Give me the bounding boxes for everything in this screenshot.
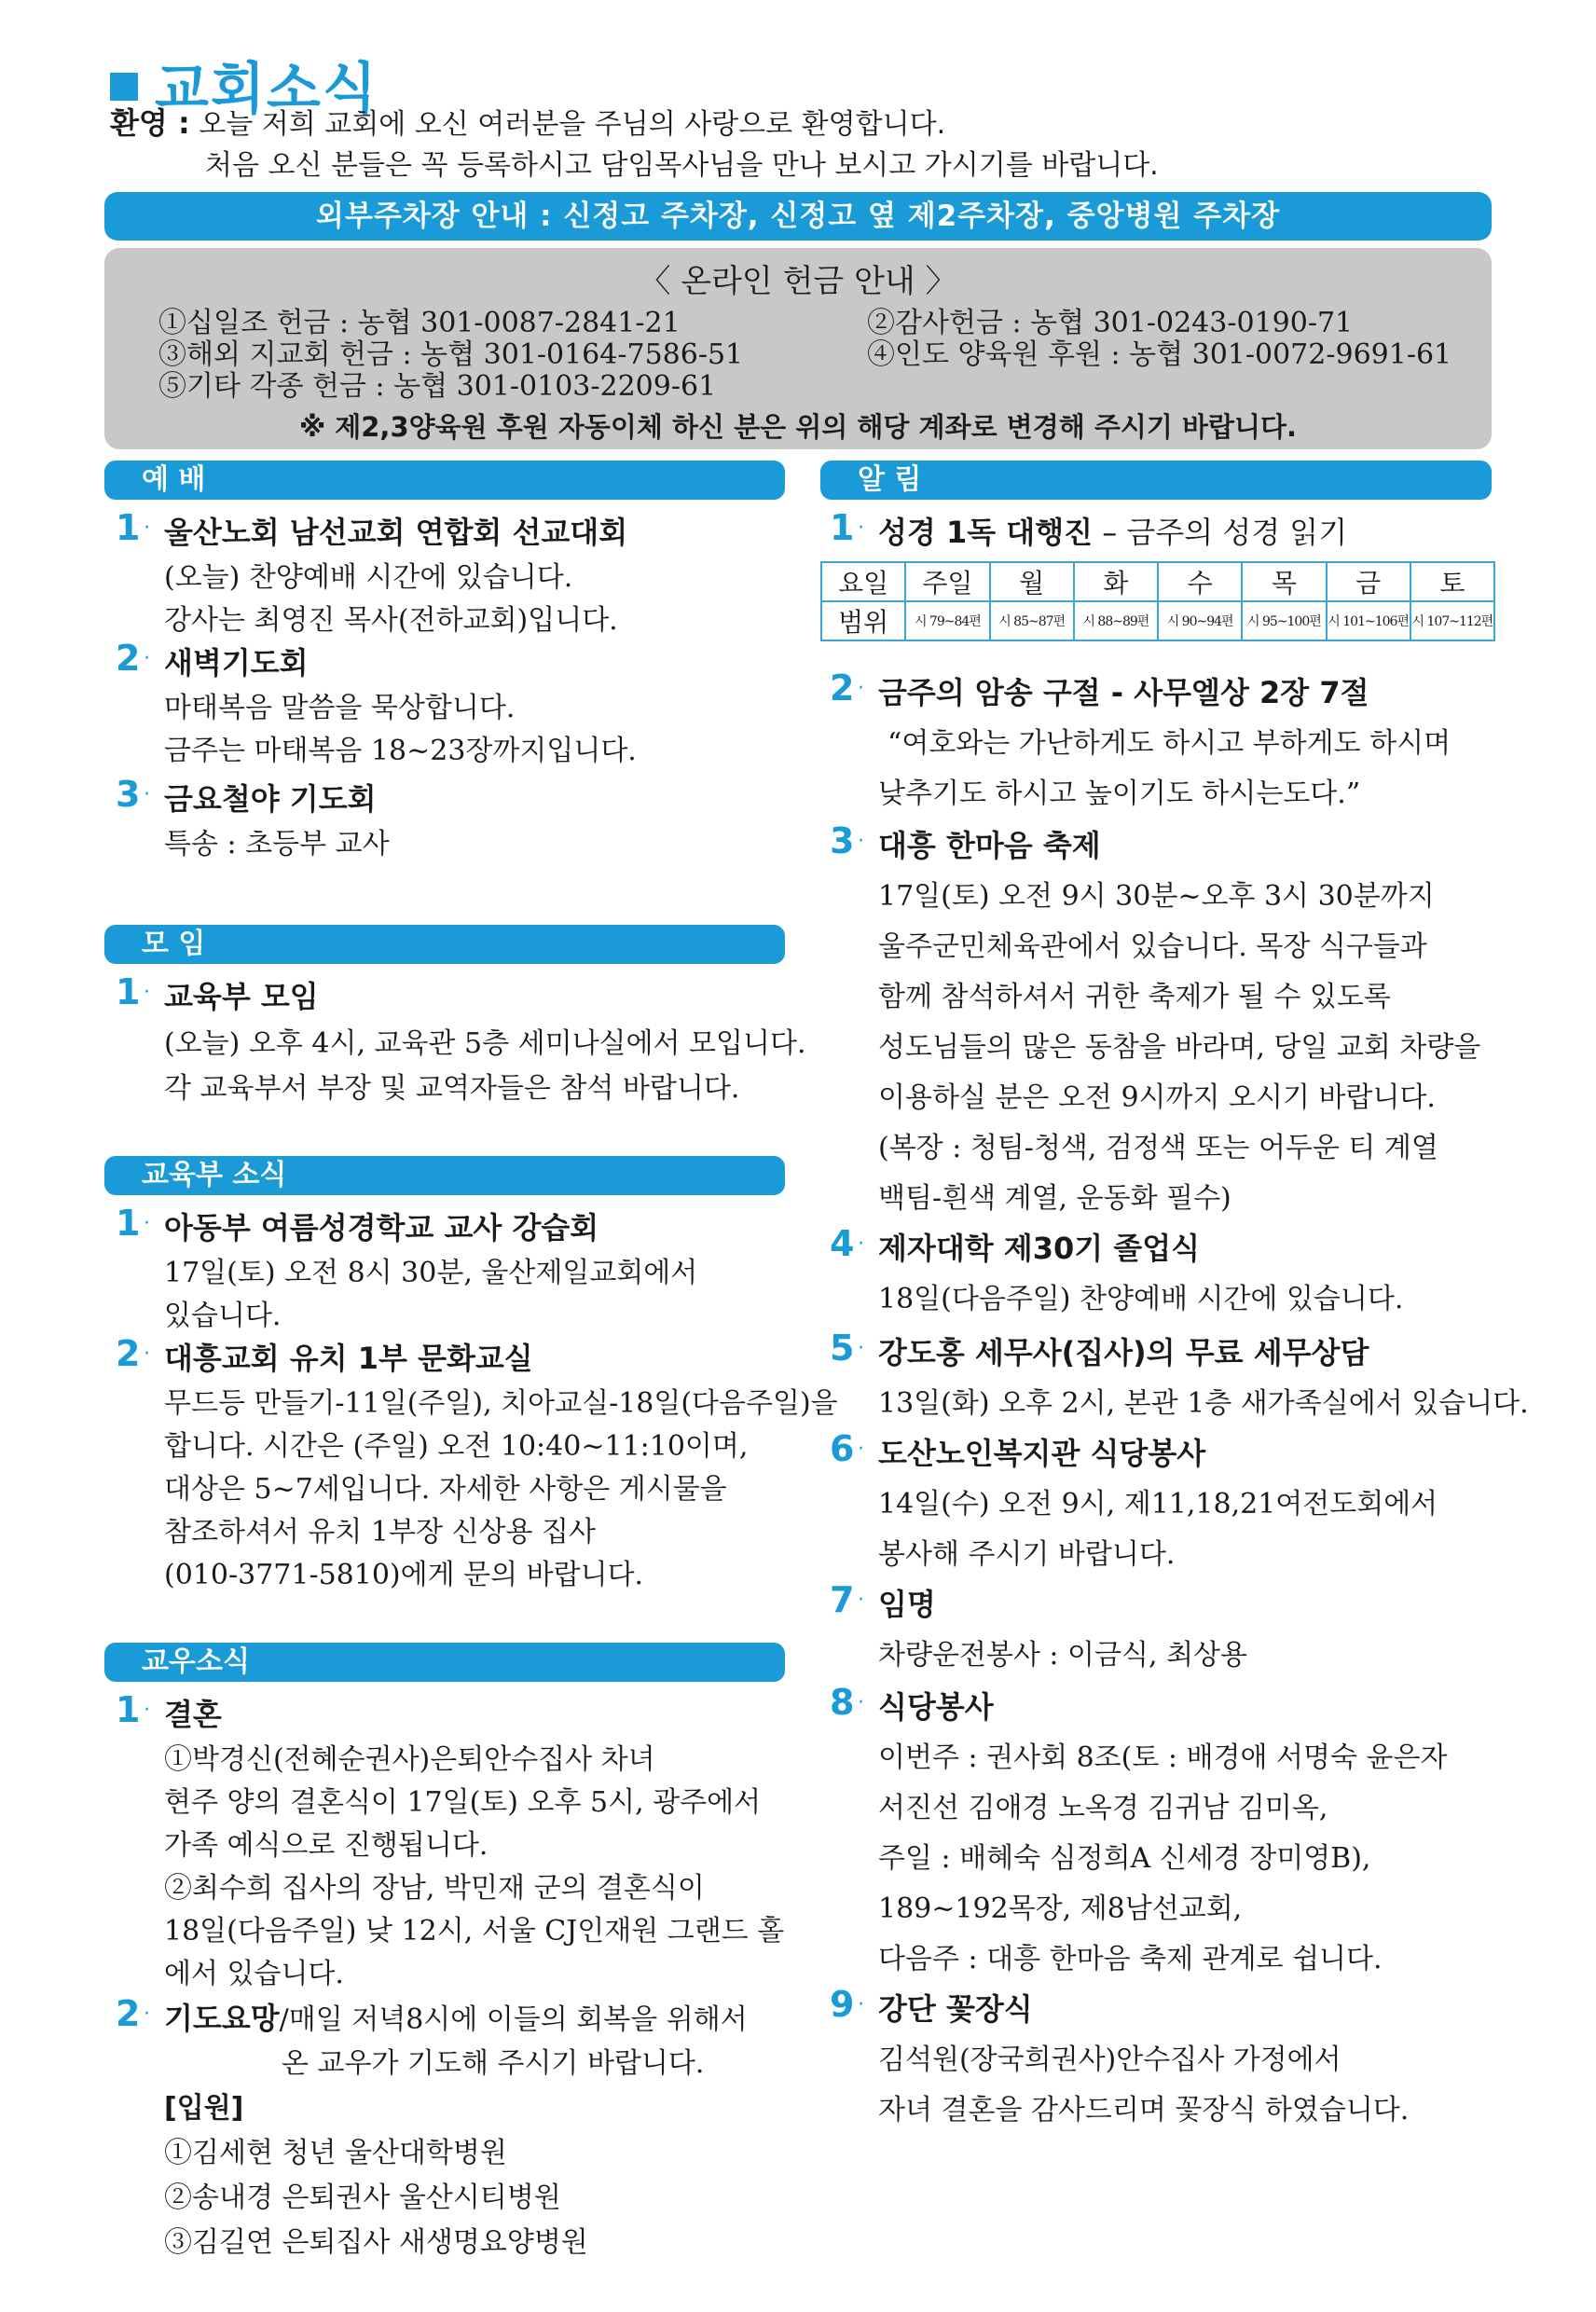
item-line: 차량운전봉사 : 이금식, 최상용 [878,1639,1248,1672]
item-line: [입원] [164,2092,244,2125]
item-number: 2 [830,667,855,709]
table-cell: 목 [1242,562,1326,601]
item-line: 성도님들의 많은 동참을 바라며, 당일 교회 차량을 [878,1031,1481,1064]
item-title: 금요철야 기도회 [164,781,377,817]
item-line: (복장 : 청팀-청색, 검정색 또는 어두운 티 계열 [878,1132,1438,1164]
bullet-dot-icon: · [858,677,864,700]
table-cell: 월 [990,562,1074,601]
item-number: 1 [116,971,141,1012]
item-line: “여호와는 가난하게도 하시고 부하게도 하시며 [887,727,1452,760]
item-number: 2 [116,1333,141,1374]
item-line: 현주 양의 결혼식이 17일(토) 오후 5시, 광주에서 [164,1786,762,1819]
table-cell: 시 90~94편 [1158,601,1242,640]
item-line: 189~192목장, 제8남선교회, [878,1892,1243,1925]
item-line: 강사는 최영진 목사(전하교회)입니다. [164,604,618,637]
item-title: 대흥교회 유치 1부 문화교실 [164,1341,533,1376]
table-cell: 금 [1327,562,1410,601]
bullet-dot-icon: · [144,2002,150,2026]
table-cell: 주일 [905,562,989,601]
item-number: 9 [830,1984,855,2025]
item-line: 서진선 김애경 노옥경 김귀남 김미옥, [878,1792,1328,1824]
item-title: 새벽기도회 [164,645,309,681]
offering-title: 〈 온라인 헌금 안내 〉 [639,263,957,300]
table-cell: 요일 [821,562,905,601]
item-title: 제자대학 제30기 졸업식 [878,1231,1201,1266]
item-line: 이번주 : 권사회 8조(토 : 배경애 서명숙 윤은자 [878,1741,1448,1774]
bullet-dot-icon: · [144,647,150,670]
item-line: 무드등 만들기-11일(주일), 치아교실-18일(다음주일)을 [164,1387,838,1420]
item-line: 대상은 5~7세입니다. 자세한 사항은 게시물을 [164,1473,727,1506]
table-cell: 수 [1158,562,1242,601]
welcome-line-2: 처음 오신 분들은 꼭 등록하시고 담임목사님을 만나 보시고 가시기를 바랍니다. [205,149,1159,182]
offering-account: ⑤기타 각종 헌금 : 농협 301-0103-2209-61 [158,370,717,403]
item-line: 함께 참석하셔서 귀한 축제가 될 수 있도록 [878,981,1391,1013]
item-title: 식당봉사 [878,1689,994,1725]
table-cell: 시 107~112편 [1410,601,1494,640]
section-header-worship: 예 배 [104,461,785,500]
section-header-members: 교우소식 [104,1643,785,1682]
bullet-dot-icon: · [144,1342,150,1366]
item-number: 5 [830,1328,855,1369]
welcome-message [110,103,1159,186]
item-line: 울주군민체육관에서 있습니다. 목장 식구들과 [878,930,1427,963]
item-title: 결혼 [164,1697,222,1732]
item-line: ①김세현 청년 울산대학병원 [164,2137,507,2169]
item-title: 교육부 모임 [164,979,319,1014]
item-title: 도산노인복지관 식당봉사 [878,1436,1206,1471]
offering-account: ④인도 양육원 후원 : 농협 301-0072-9691-61 [867,338,1452,371]
item-line: 합니다. 시간은 (주일) 오전 10:40~11:10이며, [164,1430,749,1463]
item-line: 있습니다. [164,1300,282,1332]
item-line: 가족 예식으로 진행됩니다. [164,1829,488,1862]
item-title: 임명 [878,1587,936,1622]
item-line: ②송내경 은퇴권사 울산시티병원 [164,2181,561,2214]
offering-account: ③해외 지교회 헌금 : 농협 301-0164-7586-51 [158,338,744,371]
item-title: 아동부 여름성경학교 교사 강습회 [164,1210,599,1245]
table-cell: 시 101~106편 [1327,601,1410,640]
item-line: 18일(다음주일) 찬양예배 시간에 있습니다. [878,1283,1404,1315]
section-header-announcements: 알 림 [820,461,1492,500]
bullet-dot-icon: · [858,1589,864,1612]
bullet-dot-icon: · [858,1691,864,1714]
item-number: 6 [830,1428,855,1469]
item-line: 다음주 : 대흥 한마음 축제 관계로 쉽니다. [878,1943,1383,1975]
item-number: 8 [830,1682,855,1723]
bullet-dot-icon: · [858,516,864,540]
item-number: 1 [116,507,141,548]
item-line: ①박경신(전혜순권사)은퇴안수집사 차녀 [164,1743,655,1776]
item-line: 온 교우가 기도해 주시기 바랍니다. [282,2047,705,2080]
offering-account: ②감사헌금 : 농협 301-0243-0190-71 [867,307,1354,339]
page-title: 교회소식 [110,45,378,125]
table-cell: 범위 [821,601,905,640]
welcome-label: 환영 : [110,105,190,141]
bullet-dot-icon: · [144,516,150,540]
table-cell: 토 [1410,562,1494,601]
bullet-dot-icon: · [858,1232,864,1256]
item-line: 13일(화) 오후 2시, 본관 1층 새가족실에서 있습니다. [878,1387,1529,1420]
bullet-dot-icon: · [858,1993,864,2016]
item-line: (오늘) 오후 4시, 교육관 5층 세미나실에서 모입니다. [164,1027,806,1060]
item-number: 1 [116,1203,141,1244]
bullet-dot-icon: · [144,1699,150,1722]
item-line: (오늘) 찬양예배 시간에 있습니다. [164,561,573,594]
item-number: 7 [830,1579,855,1620]
parking-banner: 외부주차장 안내 : 신정고 주차장, 신정고 옆 제2주차장, 중앙병원 주차장 [104,192,1492,241]
item-line: (010-3771-5810)에게 문의 바랍니다. [164,1559,644,1591]
section-header-education: 교육부 소식 [104,1156,785,1195]
item-title-rest: /매일 저녁8시에 이들의 회복을 위해서 [279,2003,748,2036]
welcome-line-1: 오늘 저희 교회에 오신 여러분을 주님의 사랑으로 환영합니다. [199,108,946,141]
item-line: 각 교육부서 부장 및 교역자들은 참석 바랍니다. [164,1072,740,1105]
item-number: 1 [830,507,855,548]
item-line: 특송 : 초등부 교사 [164,828,390,860]
table-cell: 시 88~89편 [1074,601,1158,640]
bible-reading-table [820,561,1495,641]
item-line: 낮추기도 하시고 높이기도 하시는도다.” [878,778,1361,810]
item-title: 성경 1독 대행진 – 금주의 성경 읽기 [878,515,1348,550]
bullet-dot-icon: · [144,1212,150,1235]
item-line: 참조하셔서 유치 1부장 신상용 집사 [164,1516,596,1548]
item-line: 18일(다음주일) 낮 12시, 서울 CJ인재원 그랜드 홀 [164,1915,785,1947]
item-line: 17일(토) 오전 9시 30분~오후 3시 30분까지 [878,880,1435,913]
item-number: 2 [116,1993,141,2034]
offering-note: ※ 제2,3양육원 후원 자동이체 하신 분은 위의 해당 계좌로 변경해 주시기 바랍니다. [298,411,1298,443]
title-square-icon [110,73,138,101]
item-number: 4 [830,1223,855,1264]
bullet-dot-icon: · [144,783,150,806]
online-offering-box [104,248,1492,449]
table-row [821,601,1494,640]
item-number: 2 [116,638,141,679]
item-title: 강단 꽃장식 [878,1991,1033,2027]
table-cell: 시 95~100편 [1242,601,1326,640]
item-line: 14일(수) 오전 9시, 제11,18,21여전도회에서 [878,1488,1438,1521]
item-line: 백팀-흰색 계열, 운동화 필수) [878,1182,1231,1215]
item-number: 3 [830,820,855,861]
item-line: 이용하실 분은 오전 9시까지 오시기 바랍니다. [878,1081,1436,1114]
item-title: 기도요망/매일 저녁8시에 이들의 회복을 위해서 [164,2001,748,2036]
table-row [821,562,1494,601]
item-number: 1 [116,1689,141,1730]
section-header-meeting: 모 임 [104,925,785,964]
item-line: 자녀 결혼을 감사드리며 꽃장식 하였습니다. [878,2094,1410,2126]
item-line: 17일(토) 오전 8시 30분, 울산제일교회에서 [164,1257,698,1289]
item-line: 마태복음 말씀을 묵상합니다. [164,692,516,724]
table-cell: 시 79~84편 [905,601,989,640]
offering-account: ①십일조 헌금 : 농협 301-0087-2841-21 [158,307,681,339]
item-line: 주일 : 배혜숙 심정희A 신세경 장미영B), [878,1842,1371,1875]
bullet-dot-icon: · [858,1438,864,1461]
item-line: ②최수희 집사의 장남, 박민재 군의 결혼식이 [164,1872,705,1905]
item-number: 3 [116,774,141,815]
item-title: 강도홍 세무사(집사)의 무료 세무상담 [878,1335,1369,1370]
bullet-dot-icon: · [858,1337,864,1360]
item-line: 봉사해 주시기 바랍니다. [878,1538,1176,1571]
item-title: 대흥 한마음 축제 [878,828,1101,863]
item-title: 금주의 암송 구절 - 사무엘상 2장 7절 [878,675,1369,710]
table-cell: 시 85~87편 [990,601,1074,640]
item-line: ③김길연 은퇴집사 새생명요양병원 [164,2226,588,2259]
item-line: 에서 있습니다. [164,1958,344,1990]
item-subtitle: – 금주의 성경 읽기 [1093,515,1348,550]
item-line: 금주는 마태복음 18~23장까지입니다. [164,735,637,767]
bullet-dot-icon: · [858,830,864,853]
item-line: 김석원(장국희권사)안수집사 가정에서 [878,2044,1341,2076]
item-title: 울산노회 남선교회 연합회 선교대회 [164,515,628,550]
table-cell: 화 [1074,562,1158,601]
bullet-dot-icon: · [144,981,150,1004]
